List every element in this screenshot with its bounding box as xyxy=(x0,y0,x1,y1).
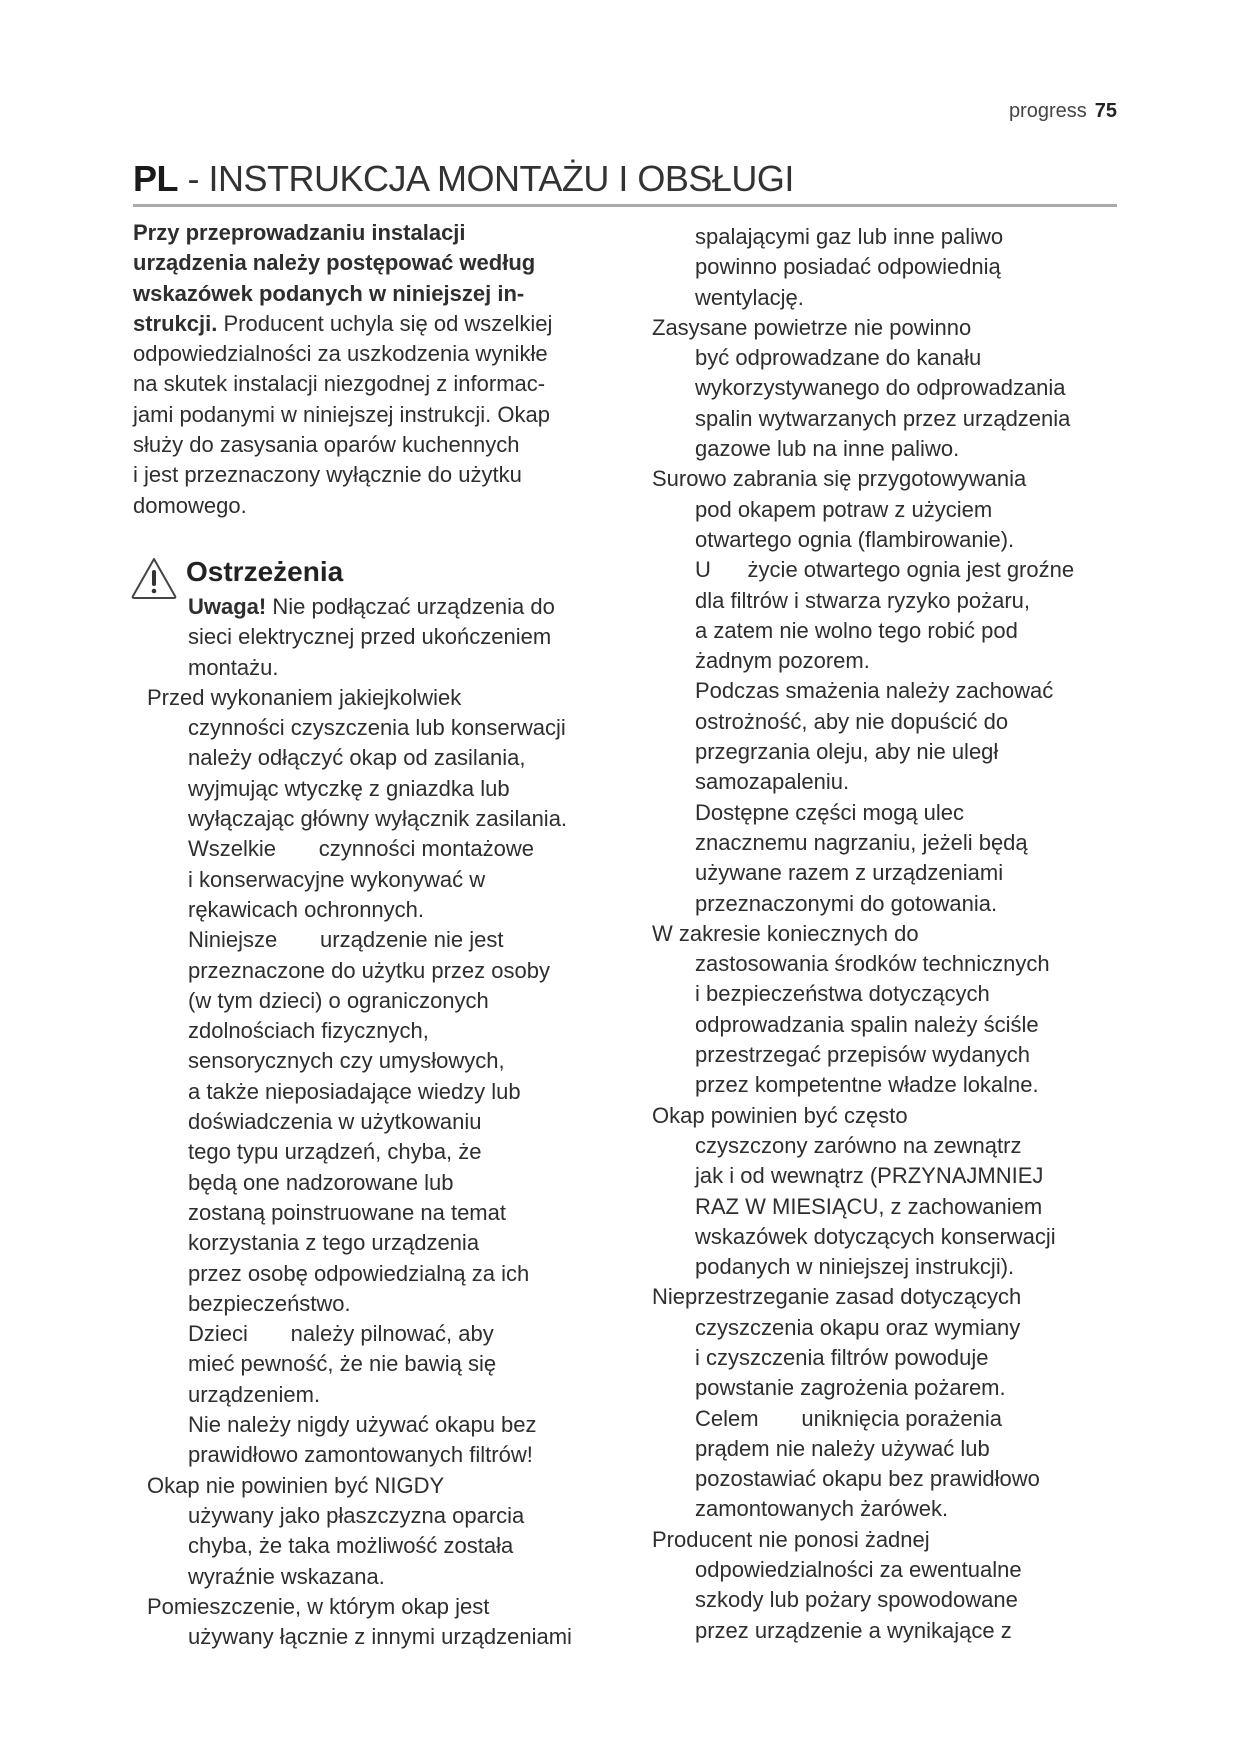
line-text: żadnym pozorem. xyxy=(695,648,870,674)
text-line xyxy=(652,1585,1074,1615)
line-text: chyba, że taka możliwość została xyxy=(188,1533,514,1559)
text-line xyxy=(652,1101,1074,1131)
line-text: gazowe lub na inne paliwo. xyxy=(695,436,960,462)
text-line xyxy=(652,434,1074,464)
text-line xyxy=(133,460,552,490)
line-text: i bezpieczeństwa dotyczących xyxy=(695,981,990,1007)
line-text: odpowiedzialności za uszkodzenia wynikłe xyxy=(133,341,548,367)
text-line xyxy=(652,373,1074,403)
text-line xyxy=(106,1259,572,1289)
line-text: szkody lub pożary spowodowane xyxy=(695,1587,1018,1613)
line-text: zdolnościach fizycznych, xyxy=(188,1018,429,1044)
text-line xyxy=(652,283,1074,313)
text-line xyxy=(652,889,1074,919)
text-line xyxy=(652,1222,1074,1252)
warnings-right-column xyxy=(652,222,1074,1646)
text-line xyxy=(652,555,1074,585)
line-text: Producent uchyla się od wszelkiej xyxy=(217,310,553,336)
line-text: zastosowania środków technicznych xyxy=(695,951,1050,977)
text-line xyxy=(106,925,572,955)
text-line xyxy=(106,622,572,652)
text-line xyxy=(106,1168,572,1198)
text-line xyxy=(652,252,1074,282)
warnings-heading: Ostrzeżenia xyxy=(186,556,344,587)
text-line xyxy=(652,646,1074,676)
text-line xyxy=(106,956,572,986)
text-line xyxy=(652,525,1074,555)
line-text: rękawicach ochronnych. xyxy=(188,896,425,922)
text-line xyxy=(106,804,572,834)
text-line xyxy=(652,828,1074,858)
text-line xyxy=(652,1131,1074,1161)
line-text: a także nieposiadające wiedzy lub xyxy=(188,1078,521,1104)
line-text: przeznaczonymi do gotowania. xyxy=(695,890,998,916)
page-number: 75 xyxy=(1094,100,1117,122)
bold-text: Przy przeprowadzaniu instalacji xyxy=(133,220,466,245)
text-line xyxy=(106,1077,572,1107)
line-text: Dzieci należy pilnować, aby xyxy=(188,1321,494,1347)
line-text: bezpieczeństwo. xyxy=(188,1290,351,1316)
text-line xyxy=(106,1107,572,1137)
language-code: PL xyxy=(133,158,179,199)
text-line xyxy=(652,495,1074,525)
text-line xyxy=(106,1440,572,1470)
text-line xyxy=(133,248,552,278)
line-text: montażu. xyxy=(188,654,279,680)
line-text: odprowadzania spalin należy ściśle xyxy=(695,1011,1039,1037)
text-line xyxy=(133,339,552,369)
text-line xyxy=(133,309,552,339)
text-line xyxy=(106,1289,572,1319)
text-line xyxy=(106,1349,572,1379)
text-line xyxy=(652,1040,1074,1070)
line-text: być odprowadzane do kanału xyxy=(695,345,982,371)
warnings-left-column xyxy=(106,592,572,1652)
text-line xyxy=(652,919,1074,949)
line-text: przegrzania oleju, aby nie uległ xyxy=(695,739,999,765)
text-line xyxy=(652,1464,1074,1494)
line-text: Okap powinien być często xyxy=(652,1102,908,1128)
line-text: sieci elektrycznej przed ukończeniem xyxy=(188,624,552,650)
line-text: należy odłączyć okap od zasilania, xyxy=(188,745,526,771)
line-text: przeznaczone do użytku przez osoby xyxy=(188,957,550,983)
line-text: domowego. xyxy=(133,492,247,518)
line-text: RAZ W MIESIĄCU, z zachowaniem xyxy=(695,1193,1043,1219)
text-line xyxy=(652,1494,1074,1524)
line-text: będą one nadzorowane lub xyxy=(188,1169,454,1195)
line-text: prawidłowo zamontowanych filtrów! xyxy=(188,1442,533,1468)
bold-text: strukcji. xyxy=(133,310,218,336)
line-text: a zatem nie wolno tego robić pod xyxy=(695,617,1018,643)
text-line xyxy=(106,1228,572,1258)
line-text: jak i od wewnątrz (PRZYNAJMNIEJ xyxy=(695,1163,1044,1189)
line-text: używany łącznie z innymi urządzeniami xyxy=(188,1624,572,1650)
text-line xyxy=(652,1313,1074,1343)
line-text: Celem uniknięcia porażenia xyxy=(695,1405,1002,1431)
text-line xyxy=(106,986,572,1016)
line-text: Przed wykonaniem jakiejkolwiek xyxy=(147,684,462,710)
line-text: ostrożność, aby nie dopuścić do xyxy=(695,708,1009,734)
title-divider xyxy=(133,204,1117,207)
line-text: wskazówek dotyczących konserwacji xyxy=(695,1223,1056,1249)
text-line xyxy=(652,949,1074,979)
bold-text: urządzenia należy postępować według xyxy=(133,250,536,276)
line-text: przez osobę odpowiedzialną za ich xyxy=(188,1260,530,1286)
line-text: pozostawiać okapu bez prawidłowo xyxy=(695,1466,1040,1492)
line-text: U życie otwartego ognia jest groźne xyxy=(695,557,1075,583)
line-text: Producent nie ponosi żadnej xyxy=(652,1526,930,1552)
line-text: mieć pewność, że nie bawią się xyxy=(188,1351,497,1377)
line-text: czyszczenia okapu oraz wymiany xyxy=(695,1314,1021,1340)
line-text: powstanie zagrożenia pożarem. xyxy=(695,1375,1006,1401)
text-line xyxy=(133,218,552,248)
text-line xyxy=(106,653,572,683)
line-text: i czyszczenia filtrów powoduje xyxy=(695,1344,989,1370)
text-line xyxy=(106,1531,572,1561)
line-text: na skutek instalacji niezgodnej z informac- xyxy=(133,371,546,397)
line-text: doświadczenia w użytkowaniu xyxy=(188,1109,482,1135)
text-line xyxy=(106,1501,572,1531)
text-line xyxy=(652,979,1074,1009)
text-line xyxy=(652,1192,1074,1222)
line-text: odpowiedzialności za ewentualne xyxy=(695,1557,1022,1583)
line-text: otwartego ognia (flambirowanie). xyxy=(695,526,1015,552)
text-line xyxy=(652,464,1074,494)
line-text: używane razem z urządzeniami xyxy=(695,860,1004,886)
text-line xyxy=(652,404,1074,434)
line-text: Nie należy nigdy używać okapu bez xyxy=(188,1412,537,1438)
text-line xyxy=(133,279,552,309)
line-text: spalającymi gaz lub inne paliwo xyxy=(695,224,1004,249)
text-line xyxy=(652,858,1074,888)
line-text: Surowo zabrania się przygotowywania xyxy=(652,466,1027,492)
intro-paragraph xyxy=(133,218,552,521)
line-text: Nieprzestrzeganie zasad dotyczących xyxy=(652,1284,1022,1310)
text-line xyxy=(106,1380,572,1410)
text-line xyxy=(133,491,552,521)
text-line xyxy=(652,1161,1074,1191)
text-line xyxy=(106,1046,572,1076)
line-text: korzystania z tego urządzenia xyxy=(188,1230,480,1256)
text-line xyxy=(106,1137,572,1167)
title-text: - INSTRUKCJA MONTAŻU I OBSŁUGI xyxy=(178,158,794,199)
text-line xyxy=(652,343,1074,373)
text-line xyxy=(106,683,572,713)
line-text: Podczas smażenia należy zachować xyxy=(695,678,1054,704)
line-text: Nie podłączać urządzenia do xyxy=(266,594,555,619)
text-line xyxy=(106,1562,572,1592)
text-line xyxy=(106,895,572,925)
text-line xyxy=(106,743,572,773)
text-line xyxy=(106,1471,572,1501)
line-text: przez urządzenie a wynikające z xyxy=(695,1617,1012,1643)
text-line xyxy=(652,1373,1074,1403)
text-line xyxy=(652,1616,1074,1646)
line-text: prądem nie należy używać lub xyxy=(695,1435,990,1461)
text-line xyxy=(652,586,1074,616)
text-line xyxy=(106,1319,572,1349)
line-text: tego typu urządzeń, chyba, że xyxy=(188,1139,482,1165)
line-text: i konserwacyjne wykonywać w xyxy=(188,866,486,892)
line-text: zamontowanych żarówek. xyxy=(695,1496,949,1522)
line-text: służy do zasysania oparów kuchennych xyxy=(133,432,520,458)
text-line xyxy=(106,1016,572,1046)
text-line xyxy=(652,616,1074,646)
text-line xyxy=(106,1622,572,1652)
text-line xyxy=(652,1010,1074,1040)
text-line xyxy=(652,313,1074,343)
text-line xyxy=(133,430,552,460)
text-line xyxy=(106,592,572,622)
text-line xyxy=(652,1404,1074,1434)
line-text: wykorzystywanego do odprowadzania xyxy=(695,375,1066,401)
text-line xyxy=(106,774,572,804)
text-line xyxy=(652,1282,1074,1312)
line-text: jami podanymi w niniejszej instrukcji. Okap xyxy=(133,401,550,427)
line-text: dla filtrów i stwarza ryzyko pożaru, xyxy=(695,587,1030,613)
text-line xyxy=(652,676,1074,706)
line-text: wyjmując wtyczkę z gniazdka lub xyxy=(188,775,510,801)
line-text: Niniejsze urządzenie nie jest xyxy=(188,927,504,953)
text-line xyxy=(106,1198,572,1228)
bold-text: wskazówek podanych w niniejszej in- xyxy=(133,280,525,306)
line-text: podanych w niniejszej instrukcji). xyxy=(695,1254,1015,1280)
brand-name: progress xyxy=(1008,100,1087,122)
line-text: wyraźnie wskazana. xyxy=(188,1563,385,1589)
line-text: W zakresie koniecznych do xyxy=(652,920,919,946)
line-text: samozapaleniu. xyxy=(695,769,850,795)
bold-text: Uwaga! xyxy=(188,594,267,619)
line-text: (w tym dzieci) o ograniczonych xyxy=(188,987,489,1013)
line-text: wyłączając główny wyłącznik zasilania. xyxy=(188,806,568,832)
text-line xyxy=(106,713,572,743)
line-text: czynności czyszczenia lub konserwacji xyxy=(188,715,566,741)
line-text: wentylację. xyxy=(695,284,804,310)
text-line xyxy=(133,369,552,399)
text-line xyxy=(652,1555,1074,1585)
line-text: Okap nie powinien być NIGDY xyxy=(147,1472,445,1498)
text-line xyxy=(652,737,1074,767)
text-line xyxy=(133,400,552,430)
text-line xyxy=(652,767,1074,797)
text-line xyxy=(652,1525,1074,1555)
line-text: i jest przeznaczony wyłącznie do użytku xyxy=(133,462,522,488)
text-line xyxy=(652,1434,1074,1464)
line-text: Dostępne części mogą ulec xyxy=(695,799,965,825)
line-text: czyszczony zarówno na zewnątrz xyxy=(695,1132,1022,1158)
text-line xyxy=(652,798,1074,828)
text-line xyxy=(652,222,1074,252)
text-line xyxy=(106,1592,572,1622)
text-line xyxy=(652,1070,1074,1100)
line-text: pod okapem potraw z użyciem xyxy=(695,496,993,522)
line-text: Pomieszczenie, w którym okap jest xyxy=(147,1593,490,1619)
page-title xyxy=(133,158,794,200)
line-text: Wszelkie czynności montażowe xyxy=(188,836,535,862)
line-text: przestrzegać przepisów wydanych xyxy=(695,1042,1031,1068)
line-text: urządzeniem. xyxy=(188,1381,321,1407)
text-line xyxy=(652,707,1074,737)
line-text: powinno posiadać odpowiednią xyxy=(695,254,1001,280)
line-text: sensorycznych czy umysłowych, xyxy=(188,1048,505,1074)
text-line xyxy=(106,865,572,895)
line-text: Zasysane powietrze nie powinno xyxy=(652,314,972,340)
line-text: spalin wytwarzanych przez urządzenia xyxy=(695,405,1071,431)
line-text: znacznemu nagrzaniu, jeżeli będą xyxy=(695,829,1028,855)
line-text: używany jako płaszczyzna oparcia xyxy=(188,1502,525,1528)
line-text: zostaną poinstruowane na temat xyxy=(188,1199,506,1225)
text-line xyxy=(106,834,572,864)
page-header xyxy=(1009,100,1117,123)
text-line xyxy=(652,1252,1074,1282)
line-text: przez kompetentne władze lokalne. xyxy=(695,1072,1039,1098)
text-line xyxy=(652,1343,1074,1373)
text-line xyxy=(106,1410,572,1440)
